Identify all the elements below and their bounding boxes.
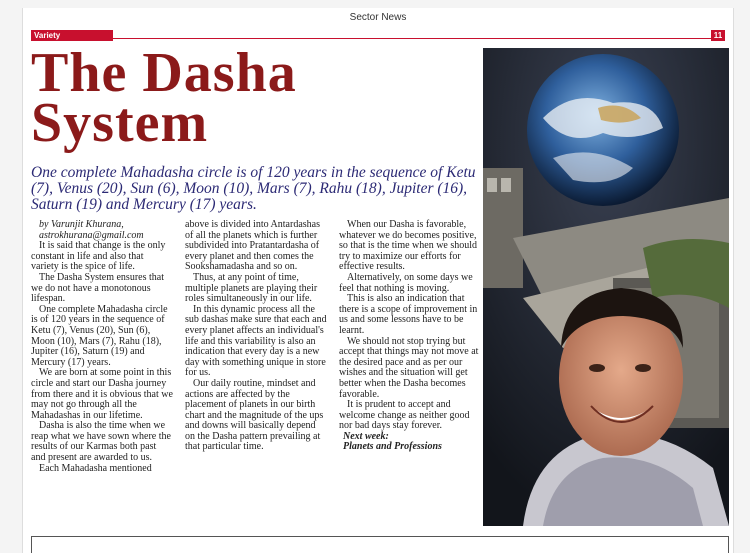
paragraph: One complete Mahadasha circle is of 120 years in the sequence of Ketu (7), Venus (20), Sun (6), Moon (10), Mars (7), Rahu (18), Jupiter (16), Saturn (19) and Mercury (17) years. [31, 303, 168, 368]
earth-and-author-portrait-icon [483, 48, 729, 526]
paragraph: This is also an indication that there is a scope of improvement in us and some lessons have to be learnt. [339, 293, 478, 336]
paragraph: When our Dasha is favorable, whatever we do becomes positive, so that is the time when we should try to maximize our efforts for effective results. [339, 219, 478, 273]
standfirst: One complete Mahadasha circle is of 120 years in the sequence of Ketu (7), Venus (20), Sun (6), Moon (10), Mars (7), Rahu (18), Jupiter (16), Saturn (19) and Mercury (17) years. [31, 164, 476, 213]
section-tag: Variety [31, 30, 113, 41]
title-line-1: The Dasha [31, 42, 297, 104]
byline-email: astrokhurana@gmail.com [39, 229, 144, 241]
column-2 [185, 220, 327, 530]
byline-author: by Varunjit Khurana, [39, 219, 124, 230]
paragraph: We are born at some point in this circle and start our Dasha journey from there and it is obvious that we may not go through all the Mahadashas in our lifetime. [31, 367, 173, 421]
paragraph: Thus, at any point of time, multiple planets are playing their roles simultaneously in our life. [185, 271, 318, 305]
column-3 [339, 220, 481, 530]
header-rule [31, 38, 725, 39]
paragraph: above is divided into Antardashas of all the planets which is further subdivided into Pratantardasha of every planet and then comes the Sookshamadasha and so on. [185, 219, 320, 273]
newspaper-page [22, 8, 734, 553]
paragraph: Alternatively, on some days we feel that nothing is moving. [339, 271, 473, 294]
page-number: 11 [711, 30, 725, 41]
publication-name: Sector News [349, 12, 407, 23]
article-title [31, 42, 471, 154]
paragraph: In this dynamic process all the sub dashas make sure that each and every planet affects an individual's life and this variability is also an indication that every day is a new day with something unique in store for us. [185, 303, 327, 379]
paragraph: Each Mahadasha mentioned [39, 462, 152, 474]
title-line-2: System [31, 92, 209, 154]
paragraph: It is prudent to accept and welcome change as neither good nor bad days stay forever. [339, 399, 470, 432]
next-week-title: Planets and Professions [343, 441, 442, 453]
paragraph: Our daily routine, mindset and actions are affected by the placement of planets in our birth chart and the magnitude of the ups and downs will basically depend on the Dasha pattern prevailing at that particular time. [185, 377, 324, 453]
next-week-label: Next week: [343, 430, 389, 442]
paragraph: The Dasha System ensures that we do not have a monotonous lifespan. [31, 271, 164, 305]
paragraph: It is said that change is the only constant in life and also that variety is the spice of life. [31, 240, 166, 273]
next-article-box [31, 536, 729, 553]
paragraph: We should not stop trying but accept that things may not move at the desired pace and as per our wishes and the situation will get better when the Dasha becomes favorable. [339, 335, 479, 400]
paragraph: Dasha is also the time when we reap what we have sown where the results of our Karmas both past and present are awarded to us. [31, 420, 171, 464]
article-body [31, 220, 483, 530]
column-1 [31, 220, 173, 530]
article-photo [483, 48, 729, 526]
